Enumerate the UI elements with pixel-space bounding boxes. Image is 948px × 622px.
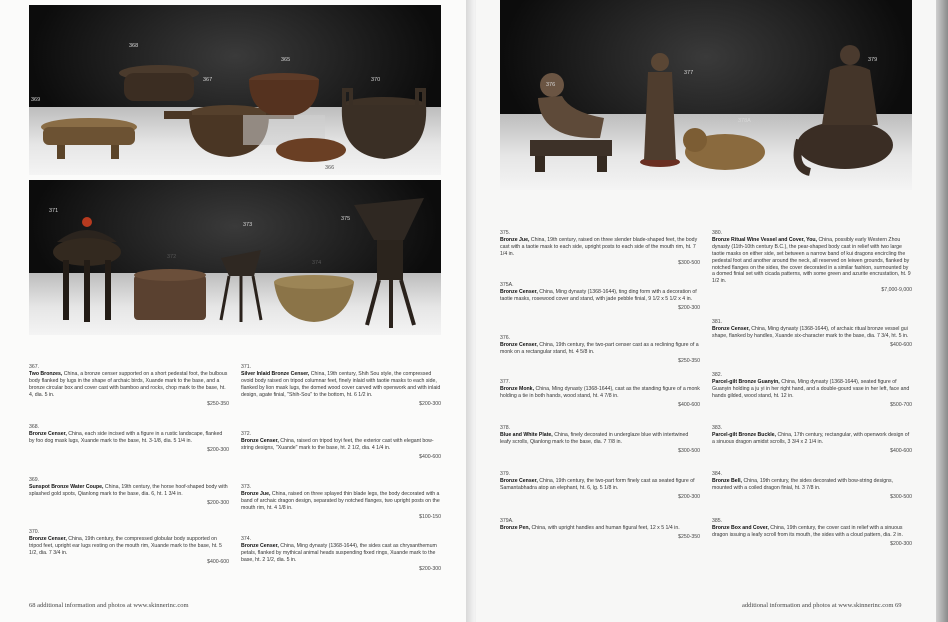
lot-383 [712,425,912,455]
bottom-photo [29,180,441,335]
lot-description: China, 17th century, rectangular, with openwork design of a sinuous dragon amidst scrolls, 3 3/4 x 2 1/4 in. [712,431,910,445]
lot-title: Bronze Censer, [29,430,67,437]
lot-estimate: $400-600 [890,341,912,348]
lot-description: China, possibly early Western Zhou dynasty (11th-10th century B.C.), the pear-shaped body cast in relief with two large taotie masks on either side, set between a narrow band of kui dragons encircling the pedestal foot and another around the neck, all reserved on leiwen grounds, flanked by notched flanges on the sides, the cover decorated in a similar fashion, surmounted by a domed finial set with cicada patterns, with some green and azurite encrustation, ht. 9 1/2 in. [712,236,911,285]
lot-estimate: $200-300 [207,499,229,506]
photo-label: 366 [325,165,335,171]
photo-label: 371 [49,208,59,214]
lot-number: 377. [500,379,511,385]
lot-title: Bronze Censer, [500,341,538,348]
page-footer: 68 additional information and photos at www.skinnerinc.com [29,602,189,609]
lot-369 [29,477,229,507]
lot-title: Bronze Bell, [712,477,742,484]
lot-description: China, Ming dynasty (1368-1644), seated figure of Guanyin holding a ju yi in her right hand, and a double-gourd vase in her left, face and hands gilded, wood stand, ht. 12 in. [712,378,910,399]
lot-description: China, 19th century, the sides decorated with bow-string designs, mounted with a coiled dragon finial, ht. 3 7/8 in. [712,477,893,491]
lot-description: China, 19th century, the two-part form finely cast as seated figure of Samantabhadra atop an elephant, ht. 6, lg. 5 1/8 in. [500,477,695,491]
lot-number: 379. [500,471,511,477]
photo-label: 379 [868,57,878,63]
lot-number: 379A. [500,518,514,524]
lot-379 [500,471,700,501]
lot-description: China, each side incised with a figure in a rustic landscape, flanked by foo dog mask lugs, Xuande mark to the base, ht. 3-1/8, dia. 5 1/4 in. [29,430,223,444]
lot-description: China, a bronze censer supported on a short pedestal foot, the bulbous body flanked by lugs in the shape of archaic birds, Xuande mark to the base, and a bronze circular box and cover cast with bamboo and rocks, chop mark to the base, ht. 4, dia. 5 in. [29,370,228,398]
lot-estimate: $300-500 [678,259,700,266]
photo-label: 376 [546,82,556,88]
lot-description: China, 19th century, Shih Sou style, the compressed ovoid body raised on tripod columnar feet, finely inlaid with taotie masks to each side, flanked by lion mask lugs, the domed wood cover carved with openwork and with inlaid design, agate finial, "Shih-Sou" to the bottom, ht. 6 1/2 in. [241,370,441,398]
lot-title: Bronze Censer, [500,288,538,295]
lot-description: China, 19th century, the horse hoof-shaped body with splashed gold spots, Qianlong mark to the base, dia. 6, ht. 1 3/4 in. [29,483,228,497]
lot-title: Bronze Censer, [712,325,750,332]
lot-number: 368. [29,424,40,430]
lot-374 [241,536,441,573]
lot-title: Bronze Box and Cover, [712,524,769,531]
lot-number: 375A. [500,282,514,288]
lot-number: 371. [241,364,252,370]
lot-description: China, Ming dynasty (1368-1644), of archaic ritual bronze vessel gui shape, flanked by handles, Xuande six-character mark to the base, dia. 7 3/4, ht. 5 in. [712,325,909,339]
photo-label: 373 [243,222,253,228]
lot-number: 382. [712,372,723,378]
lot-title: Bronze Censer, [500,477,538,484]
lot-estimate: $200-300 [419,565,441,572]
photo-label: 367 [203,77,213,83]
lot-number: 373. [241,484,252,490]
lot-title: Sunspot Bronze Water Coupe, [29,483,104,490]
lot-estimate: $400-600 [678,401,700,408]
right-page [476,0,936,622]
photo-label: 368 [129,43,139,49]
bronze-objects-illustration [29,180,441,335]
lot-title: Bronze Jue, [241,490,271,497]
lot-estimate: $400-600 [890,447,912,454]
lot-description: China, finely decorated in underglaze blue with intertwined leafy scrolls, Qianlong mark to the base, dia. 7 7/8 in. [500,431,689,445]
lot-373 [241,484,441,521]
page-footer: additional information and photos at www.skinnerinc.com 69 [742,602,902,609]
lot-379a [500,518,700,541]
top-photo [29,5,441,175]
lot-375 [500,230,700,267]
lot-number: 369. [29,477,40,483]
lot-estimate: $250-350 [678,357,700,364]
lot-371 [241,364,441,407]
photo-label: 375 [341,216,351,222]
photo-label: 365 [281,57,291,63]
book-edge [936,0,948,622]
lot-estimate: $250-350 [207,400,229,407]
lot-number: 384. [712,471,723,477]
lot-description: China, raised on tripod toyi feet, the exterior cast with elegant bow-string designs, "Xuande" mark to the base, ht. 2 1/2, dia. 4 1/4 in. [241,437,434,451]
photo-label: 369 [31,97,41,103]
lot-title: Bronze Jue, [500,236,530,243]
lot-378 [500,425,700,455]
lot-estimate: $200-300 [678,493,700,500]
photo-label: 370 [371,77,381,83]
lot-estimate: $200-300 [890,540,912,547]
lot-title: Parcel-gilt Bronze Guanyin, [712,378,780,385]
lot-number: 380. [712,230,723,236]
figures-photo [500,0,912,190]
lot-381 [712,319,912,349]
lot-372 [241,431,441,461]
lot-number: 381. [712,319,723,325]
lot-description: China, 19th century, the compressed globular body supported on tripod feet, upright ear lugs resting on the mouth rim, Xuande mark to the base, ht. 5 1/2, dia. 7 3/4 in. [29,535,222,556]
lot-number: 375. [500,230,511,236]
photo-label: 374 [312,260,322,266]
lot-title: Bronze Monk, [500,385,535,392]
lot-377 [500,379,700,409]
lot-368 [29,424,229,454]
left-page [0,0,470,622]
lot-title: Bronze Censer, [29,535,67,542]
lot-370 [29,529,229,566]
lot-title: Parcel-gilt Bronze Buckle, [712,431,776,438]
photo-label: 372 [167,254,177,260]
lot-number: 378. [500,425,511,431]
lot-estimate: $400-600 [419,453,441,460]
lot-367 [29,364,229,407]
lot-384 [712,471,912,501]
lot-estimate: $400-600 [207,558,229,565]
lot-title: Bronze Pen, [500,524,530,531]
lot-title: Bronze Censer, [241,437,279,444]
lot-title: Two Bronzes, [29,370,63,377]
lot-estimate: $7,000-9,000 [881,287,912,294]
lot-estimate: $300-500 [678,447,700,454]
lot-number: 367. [29,364,40,370]
lot-376 [500,335,700,365]
lot-description: China, 19th century, raised on three slender blade-shaped feet, the body cast with a taotie mask to each side, upright posts to each side of the mouth rim, ht. 7 1/4 in. [500,236,698,257]
lot-title: Bronze Censer, [241,542,279,549]
lot-description: China, 19th century, the cover cast in relief with a sinuous dragon issuing a leafy scroll from its mouth, the sides with a cloud pattern, dia. 2 in. [712,524,903,538]
lot-title: Blue and White Plate, [500,431,553,438]
lot-estimate: $200-300 [207,446,229,453]
photo-label: 377 [684,70,694,76]
photo-label: 378A [738,118,751,124]
lot-description: China, raised on three splayed thin blade legs, the body decorated with a band of archaic dragon design, separated by notched flanges, two upright posts on the mouth rim, ht. 4 1/8 in. [241,490,440,511]
lot-description: China, Ming dynasty (1368-1644), cast as the standing figure of a monk holding a tie in both hands, wood stand, ht. 4 7/8 in. [500,385,700,399]
lot-382 [712,372,912,409]
lot-description: China, Ming dynasty (1368-1644), the sides cast as chrysanthemum petals, flanked by mythical animal heads suspending fixed rings, Xuande mark to the base, ht. 2 1/2, dia. 5 in. [241,542,437,563]
lot-estimate: $300-500 [890,493,912,500]
lot-number: 376. [500,335,511,341]
lot-number: 370. [29,529,40,535]
lot-estimate: $250-350 [678,533,700,540]
lot-number: 383. [712,425,723,431]
lot-title: Silver Inlaid Bronze Censer, [241,370,310,377]
lot-375a [500,282,700,312]
lot-estimate: $500-700 [890,401,912,408]
lot-estimate: $200-300 [678,304,700,311]
lot-description: China, Ming dynasty (1368-1644), ting ding form with a decoration of taotie masks, rosewood cover and stand, with jade pebble finial, 9 1/2 x 5 1/2 x 4 in. [500,288,697,302]
lot-385 [712,518,912,548]
lot-380 [712,230,912,294]
bronze-figures-illustration [500,0,912,190]
lot-description: China, 19th century, the two-part censer cast as a reclining figure of a monk on a rectangular stand, ht. 4 5/8 in. [500,341,699,355]
lot-estimate: $100-150 [419,513,441,520]
lot-number: 372. [241,431,252,437]
bronze-vessels-illustration [29,5,441,175]
lot-number: 385. [712,518,723,524]
lot-title: Bronze Ritual Wine Vessel and Cover, You, [712,236,817,243]
lot-estimate: $200-300 [419,400,441,407]
lot-number: 374. [241,536,252,542]
lot-description: China, with upright handles and human figural feet, 12 x 5 1/4 in. [531,524,680,531]
